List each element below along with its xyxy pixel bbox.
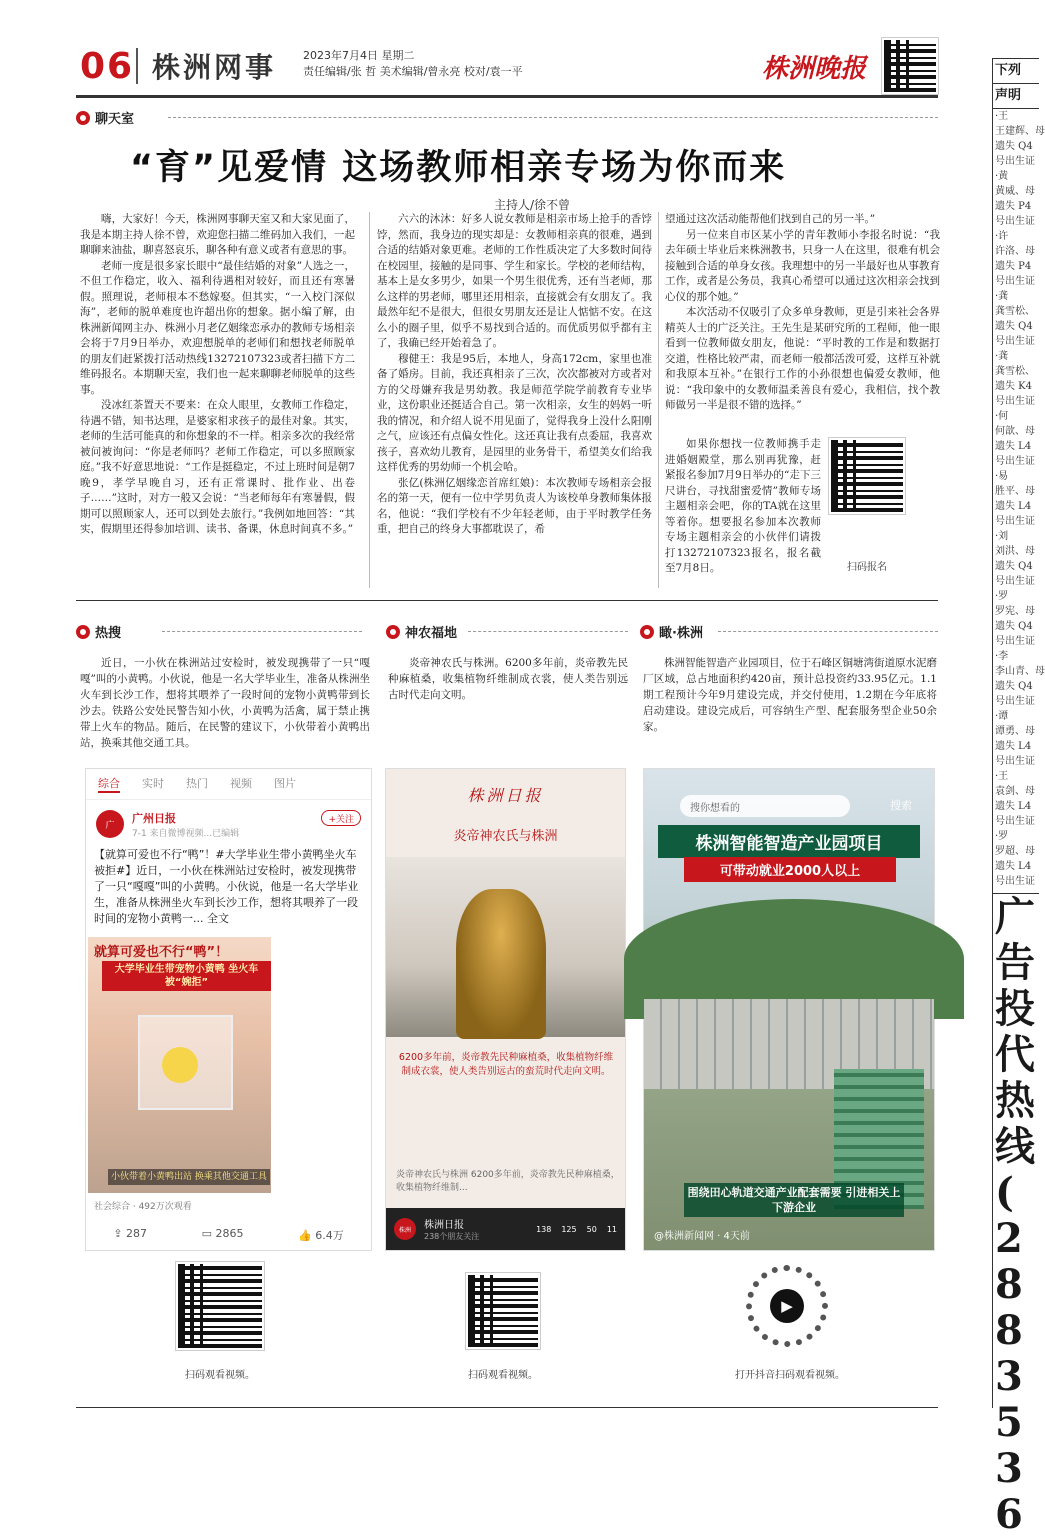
header-divider: [136, 48, 138, 84]
chat-room-tag-label: 聊天室: [95, 112, 135, 127]
tag-dot-icon: [640, 625, 654, 639]
video-title: 炎帝神农氏与株洲: [453, 829, 558, 844]
notice-line: 谭勇、母: [995, 726, 1035, 737]
account-name[interactable]: 株洲日报: [424, 1220, 464, 1231]
notice-line: 胜平、母: [995, 486, 1035, 497]
notice-line: 号出生证: [995, 636, 1035, 647]
hot-search-text: [80, 655, 370, 751]
weibo-screenshot: [85, 768, 372, 1251]
hotline-char: 8: [995, 1261, 1023, 1308]
notice-line: 刘洪、母: [995, 546, 1035, 557]
tab-video[interactable]: 视频: [230, 777, 252, 790]
newspaper-logo: 株洲晚报: [762, 54, 867, 84]
notice-line: 遗失 Q4: [995, 681, 1033, 692]
notice-line: ·黄: [995, 171, 1009, 182]
notice-line: 龚雪松、: [995, 366, 1035, 377]
notice-title: 下列: [993, 59, 1039, 84]
account-sub: 7-1 来自微博视频...已编辑: [132, 829, 240, 839]
hot-search-tag-label: 热搜: [95, 626, 122, 641]
video-overlay-subtitle: 大学毕业生带宠物小黄鸭 坐火车被“婉拒”: [102, 961, 271, 991]
search-input[interactable]: 搜你想看的: [680, 795, 850, 817]
article-column-2: [377, 212, 652, 592]
notice-line: 何歆、母: [995, 426, 1035, 437]
video-caption: 围绕田心轨道交通产业配套需要 引进相关上下游企业: [684, 1183, 904, 1217]
notice-line: ·王: [995, 111, 1009, 122]
notice-line: ·龚: [995, 291, 1009, 302]
notice-line: 号出生证: [995, 156, 1035, 167]
article-column-3: [665, 212, 940, 437]
favorite-count[interactable]: 50: [586, 1224, 597, 1234]
duckling-icon: [162, 1047, 198, 1083]
weibo-stats: [86, 1227, 371, 1243]
notice-line: 号出生证: [995, 576, 1035, 587]
tag-dot-icon: [386, 625, 400, 639]
avatar[interactable]: 广: [96, 810, 124, 838]
shennong-tag-label: 神农福地: [405, 626, 458, 641]
notice-line: 号出生证: [995, 456, 1035, 467]
hotline-char: 广: [995, 893, 1035, 940]
tab-realtime[interactable]: 实时: [142, 777, 164, 790]
notice-line: 王建辉、母: [995, 126, 1045, 137]
hotline-char: 告: [995, 939, 1035, 986]
paragraph: 没冰红茶置天不要来：在众人眼里，女教师工作稳定，待遇不错，知书达理，是婆家相求孩子的最佳对象。其实，老师的生活可能真的和你想象的不一样。相亲多次的我经常被问被询问：“你是老师吗？老师工作稳定，可以多照顾家庭。”我不好意思地说：“工作是挺稳定，不过上班时间是朝7晚9，孝学早晚自习，还有正常课时、批作业、出卷子……”这时，对方一般又会说：“当老师每年有寒暑假，假期可以照顾家人，还可以到处去旅行。”我例如地回答：“其实，假期里还得参加培训、读书、备课，休息时间真不多。”: [80, 399, 355, 535]
shennong-video-qr-code[interactable]: [466, 1273, 540, 1349]
qr-caption: 扫码观看视频。: [185, 1370, 255, 1381]
notice-line: ·罗: [995, 831, 1009, 842]
paragraph: 株洲智能智造产业园项目，位于石峰区铜塘湾街道原水泥磨厂区域，总占地面积约420亩，预计总投资约33.95亿元。1.1期工程预计今年9月建设完成，并交付使用，1.2期在今年底将启动建设。建设完成后，可容纳生产型、配套服务型企业50余家。: [643, 657, 937, 733]
account-name[interactable]: 广州日报: [132, 812, 176, 825]
video-overlay-caption: 小伙带着小黄鸭出站 换乘其他交通工具: [108, 1169, 270, 1185]
notice-line: 遗失 Q4: [995, 321, 1033, 332]
notice-line: 罗超、母: [995, 846, 1035, 857]
paragraph: 炎帝神农氏与株洲。6200多年前，炎帝教先民种麻植桑，收集植物纤维制成衣裳，使人类告别远古时代走向文明。: [388, 657, 628, 701]
qr-caption: 扫码观看视频。: [468, 1370, 538, 1381]
signup-qr-code[interactable]: [829, 438, 905, 514]
play-icon: ▶: [770, 1289, 804, 1323]
tag-dashed-rule: [718, 631, 938, 632]
share-count[interactable]: ⇪ 287: [113, 1227, 147, 1240]
notice-line: 龚雪松、: [995, 306, 1035, 317]
fans-count: 238个朋友关注: [424, 1232, 480, 1241]
follow-button[interactable]: +关注: [321, 810, 361, 826]
notice-line: 遗失 L4: [995, 501, 1032, 512]
weibo-post-text: 【就算可爱也不行“鸭”！#大学毕业生带小黄鸭坐火车被拒#】近日，一小伙在株洲站过安检时，被发现携带了一只“嘎嘎”叫的小黄鸭。小伙说，他是一名大学毕业生，准备从株洲坐火车到长沙工作，想将其喂养了一段时间的宠物小黄鸭一... 全文: [94, 848, 359, 925]
notice-line: 号出生证: [995, 876, 1035, 887]
notice-line: 遗失 L4: [995, 441, 1032, 452]
weibo-video-thumbnail[interactable]: [88, 937, 271, 1193]
top-rule: [76, 95, 938, 98]
paragraph: 望通过这次活动能帮他们找到自己的另一半。”: [665, 213, 876, 225]
video-action-bar: [386, 1208, 625, 1250]
hotline-char: (: [995, 1169, 1014, 1216]
douyin-screenshot: [643, 768, 935, 1251]
video-overlay-title: 就算可爱也不行“鸭”！: [94, 945, 229, 960]
hotline-char: 8: [995, 1307, 1023, 1354]
paragraph: 嗨，大家好！今天，株洲网事聊天室又和大家见面了，我是本期主持人徐不曾，欢迎您扫描二维码加入我们，一起聊聊来油盐，聊喜怒哀乐，聊各种有意义或者有意思的事。: [80, 213, 355, 256]
tag-dashed-rule: [162, 631, 362, 632]
editors-line: 责任编辑/张 哲 美术编辑/曾永亮 校对/袁一平: [303, 65, 523, 78]
paragraph: 张亿(株洲亿姻缘恋首席红娘)：本次教师专场相亲会报名的第一天，便有一位中学男负责人为该校单身教师集体报名，他说：“我们学校有不少年轻老师，由于平时教学任务重，把自己的终身大事都耽误了，希: [377, 476, 652, 535]
like-count[interactable]: 138: [536, 1224, 552, 1234]
shennong-tag: [386, 622, 457, 641]
hotline-char: 代: [995, 1031, 1035, 1078]
weibo-video-qr-code[interactable]: [176, 1262, 264, 1350]
notice-line: ·罗: [995, 591, 1009, 602]
date-line: 2023年7月4日 星期二: [303, 49, 415, 62]
middle-rule: [76, 600, 938, 601]
video-subtitle: 可带动就业2000人以上: [684, 857, 896, 882]
tag-dashed-rule: [468, 631, 628, 632]
notice-line: ·李: [995, 651, 1009, 662]
paragraph: 另一位来自市区某小学的青年教师小李报名时说：“我去年硕士毕业后来株洲教书，只身一人在这里，很难有机会接触到合适的单身女孩。我理想中的另一半最好也从事教育工作，或者是公务员，我真心希望可以通过这次相亲会找到心仪的那个她。”: [665, 228, 940, 303]
weibo-tabs: [86, 769, 371, 800]
zhuzhou-tag: [640, 622, 703, 641]
notice-line: ·龚: [995, 351, 1009, 362]
notice-line: 号出生证: [995, 216, 1035, 227]
notice-line: 遗失 P4: [995, 261, 1032, 272]
notice-line: 遗失 Q4: [995, 561, 1033, 572]
tab-comprehensive[interactable]: 综合: [98, 775, 120, 793]
video-caption: 6200多年前，炎帝教先民种麻植桑，收集植物纤维制成衣裳，使人类告别远古的蛮荒时代走向文明。: [398, 1052, 614, 1077]
hotline-char: 热: [995, 1077, 1035, 1124]
tab-images[interactable]: 图片: [274, 777, 296, 790]
notice-line: 遗失 K4: [995, 381, 1033, 392]
hotline-char: 3: [995, 1353, 1023, 1400]
bottom-rule: [76, 1407, 938, 1408]
notice-line: 号出生证: [995, 696, 1035, 707]
notice-line: 遗失 P4: [995, 201, 1032, 212]
zhuzhou-tag-label: 瞰·株洲: [659, 626, 703, 641]
notice-line: 李山青、母: [995, 666, 1045, 677]
notice-line: 黄威、母: [995, 186, 1035, 197]
hotline-char: 线: [995, 1123, 1035, 1170]
douyin-qr-code[interactable]: [746, 1265, 828, 1347]
weibo-account: [86, 800, 371, 843]
comment-count[interactable]: ▭ 2865: [201, 1227, 244, 1240]
yandi-statue: [456, 889, 546, 1039]
notice-line: 遗失 Q4: [995, 621, 1033, 632]
search-button[interactable]: 搜索: [890, 799, 912, 812]
shennong-text: [388, 655, 628, 703]
tag-dashed-rule: [168, 117, 938, 118]
notice-line: 遗失 L4: [995, 741, 1032, 752]
section-title: 株洲网事: [152, 51, 277, 84]
hotline-char: 投: [995, 985, 1035, 1032]
article-headline: “育”见爱情 这场教师相亲专场为你而来: [130, 148, 787, 188]
paragraph: 本次活动不仅吸引了众多单身教师，更是引来社会各界精英人士的广泛关注。王先生是某研究所的工程师，他一眼看到一位教师做女朋友，他说：“平时教的工作是和数据打交道，性格比较严肃，而老师一般都活泼可爱，这样互补就和我原本互补。”在银行工作的小孙很想也偏爱女教师，他说：“我印象中的女教师温柔善良有爱心，我相信，找个教师做另一半是很不错的选择。”: [665, 306, 940, 411]
notice-line: 许洛、母: [995, 246, 1035, 257]
tab-hot[interactable]: 热门: [186, 777, 208, 790]
notice-line: ·王: [995, 771, 1009, 782]
hotline-char: 3: [995, 1445, 1023, 1492]
paragraph: 如果你想找一位教师携手走进婚姻殿堂，那么别再犹豫，赶紧报名参加7月9日举办的“走下三尺讲台，寻找甜蜜爱情”教师专场主题相亲会吧，你的TA就在这里等着你。想要报名参加本次教师专场主题相亲会的小伙伴们请拨打13272107323报名，报名截至7月8日。: [665, 438, 821, 574]
video-footnote: 炎帝神农氏与株洲 6200多年前，炎帝教先民种麻植桑，收集植物纤维制...: [396, 1170, 620, 1193]
hot-search-tag: [76, 622, 121, 641]
ad-hotline: [993, 894, 1039, 1538]
notice-line: 号出生证: [995, 336, 1035, 347]
notice-line: 号出生证: [995, 396, 1035, 407]
header-qr-code[interactable]: [882, 38, 938, 94]
tag-dot-icon: [76, 111, 90, 125]
column-divider: [369, 212, 370, 588]
signup-qr-caption: 扫码报名: [847, 562, 887, 573]
notice-line: 号出生证: [995, 816, 1035, 827]
page-number: 06: [80, 46, 135, 87]
paragraph: 近日，一小伙在株洲站过安检时，被发现携带了一只“嘎嘎”叫的小黄鸭。小伙说，他是一名大学毕业生，准备从株洲坐火车到长沙工作，想将其喂养了一段时间的宠物小黄鸭带到长沙去。铁路公安处民警告知小伙，小黄鸭为活禽，属于禁止携带上火车的物品。随后，在民警的建议下，小伙带着小黄鸭出站，换乘其他交通工具。: [80, 657, 370, 749]
notice-line: 号出生证: [995, 516, 1035, 527]
shennong-video-screenshot: [385, 768, 626, 1251]
tag-dot-icon: [76, 625, 90, 639]
hotline-char: 5: [995, 1399, 1023, 1446]
article-host: 主持人/徐不曾: [494, 198, 571, 212]
right-notice-strip: [992, 58, 1045, 1538]
account-avatar[interactable]: 株洲: [394, 1218, 416, 1240]
notice-line: 遗失 L4: [995, 801, 1032, 812]
notice-list: [993, 109, 1045, 889]
notice-line: 遗失 Q4: [995, 141, 1033, 152]
video-title: 株洲智能智造产业园项目: [658, 825, 920, 858]
notice-line: 遗失 L4: [995, 861, 1032, 872]
comment-count[interactable]: 11: [606, 1224, 617, 1234]
article-column-3-tail: [665, 437, 821, 577]
view-count: 社会综合 · 492万次观看: [94, 1202, 192, 1212]
hotline-char: 6: [995, 1491, 1023, 1538]
notice-line: ·易: [995, 471, 1009, 482]
paragraph: 老师一度是很多家长眼中“最佳结婚的对象”人选之一，不但工作稳定，收入、福利待遇相对较好，而且还有寒暑假。照理说，老师根本不愁嫁娶。但其实，“一入校门深似海”，老师的脱单难度也许超出你的想象。据小编了解，由株洲新闻网主办、株洲小月老亿姻缘恋承办的教师专场相亲会将于7月9日举办，欢迎想脱单的老师们和想找老师脱单的朋友们赶紧拨打活动热线13272107323或者扫描下方二维码报名。本期聊天室，我们也一起来聊聊老师脱单的这些事。: [80, 259, 355, 396]
qr-caption: 打开抖音扫码观看视频。: [735, 1370, 845, 1381]
notice-line: 罗宪、母: [995, 606, 1035, 617]
zhuzhou-text: [643, 655, 937, 735]
video-source: @株洲新闻网 · 4天前: [654, 1231, 750, 1242]
video-brand: 株洲日报: [467, 786, 544, 805]
paragraph: 穆健王：我是95后，本地人，身高172cm，家里也准备了婚房。目前，我还真相亲了三次，次次都被对方或者对方的父母嫌弃我是男幼教。我是师范学院学前教育专业毕业，这份职业还挺适合自己。第一次相亲，女生的妈妈一听我的情况，和介绍人说不用见面了，觉得我身上没什么阳刚之气，应该还有点偏女性化。这还真让我有点委屈，我喜欢孩子，喜欢幼儿教育，是园里的业务骨干，希望美女们给我这样优秀的男幼师一个机会哈。: [377, 352, 652, 473]
notice-line: ·刘: [995, 531, 1009, 542]
notice-line: 号出生证: [995, 756, 1035, 767]
paragraph: 六六的沐沐：好多人说女教师是相亲市场上抢手的香饽饽，然而，我身边的现实却是：女教师相亲真的很难，遇到合适的结婚对象更难。老师的工作性质决定了大多数时间待在校园里，接触的是同事、学生和家长。学校的老师结构，基本上是女多男少，如果一个男生很优秀，还有当老师，那么这样的男老师，哪里还用相亲，直接就会有女朋友了。我最然年纪不是很大，但很女男朋友还是让人惦惦不安。在这么小的圈子里，似乎不易找到合适的。而优质男似乎都有主了，我确已经开始着急了。: [377, 213, 652, 349]
notice-subtitle: 声明: [993, 84, 1039, 109]
column-divider: [658, 212, 659, 588]
notice-line: 号出生证: [995, 276, 1035, 287]
notice-line: ·许: [995, 231, 1009, 242]
share-count[interactable]: 125: [561, 1224, 577, 1234]
like-count[interactable]: 👍 6.4万: [298, 1229, 344, 1242]
article-column-1: [80, 212, 355, 592]
chat-room-tag: [76, 108, 134, 127]
notice-line: 袁剑、母: [995, 786, 1035, 797]
header-meta: [303, 48, 523, 80]
notice-line: ·谭: [995, 711, 1009, 722]
hotline-char: 2: [995, 1215, 1023, 1262]
notice-line: ·何: [995, 411, 1009, 422]
